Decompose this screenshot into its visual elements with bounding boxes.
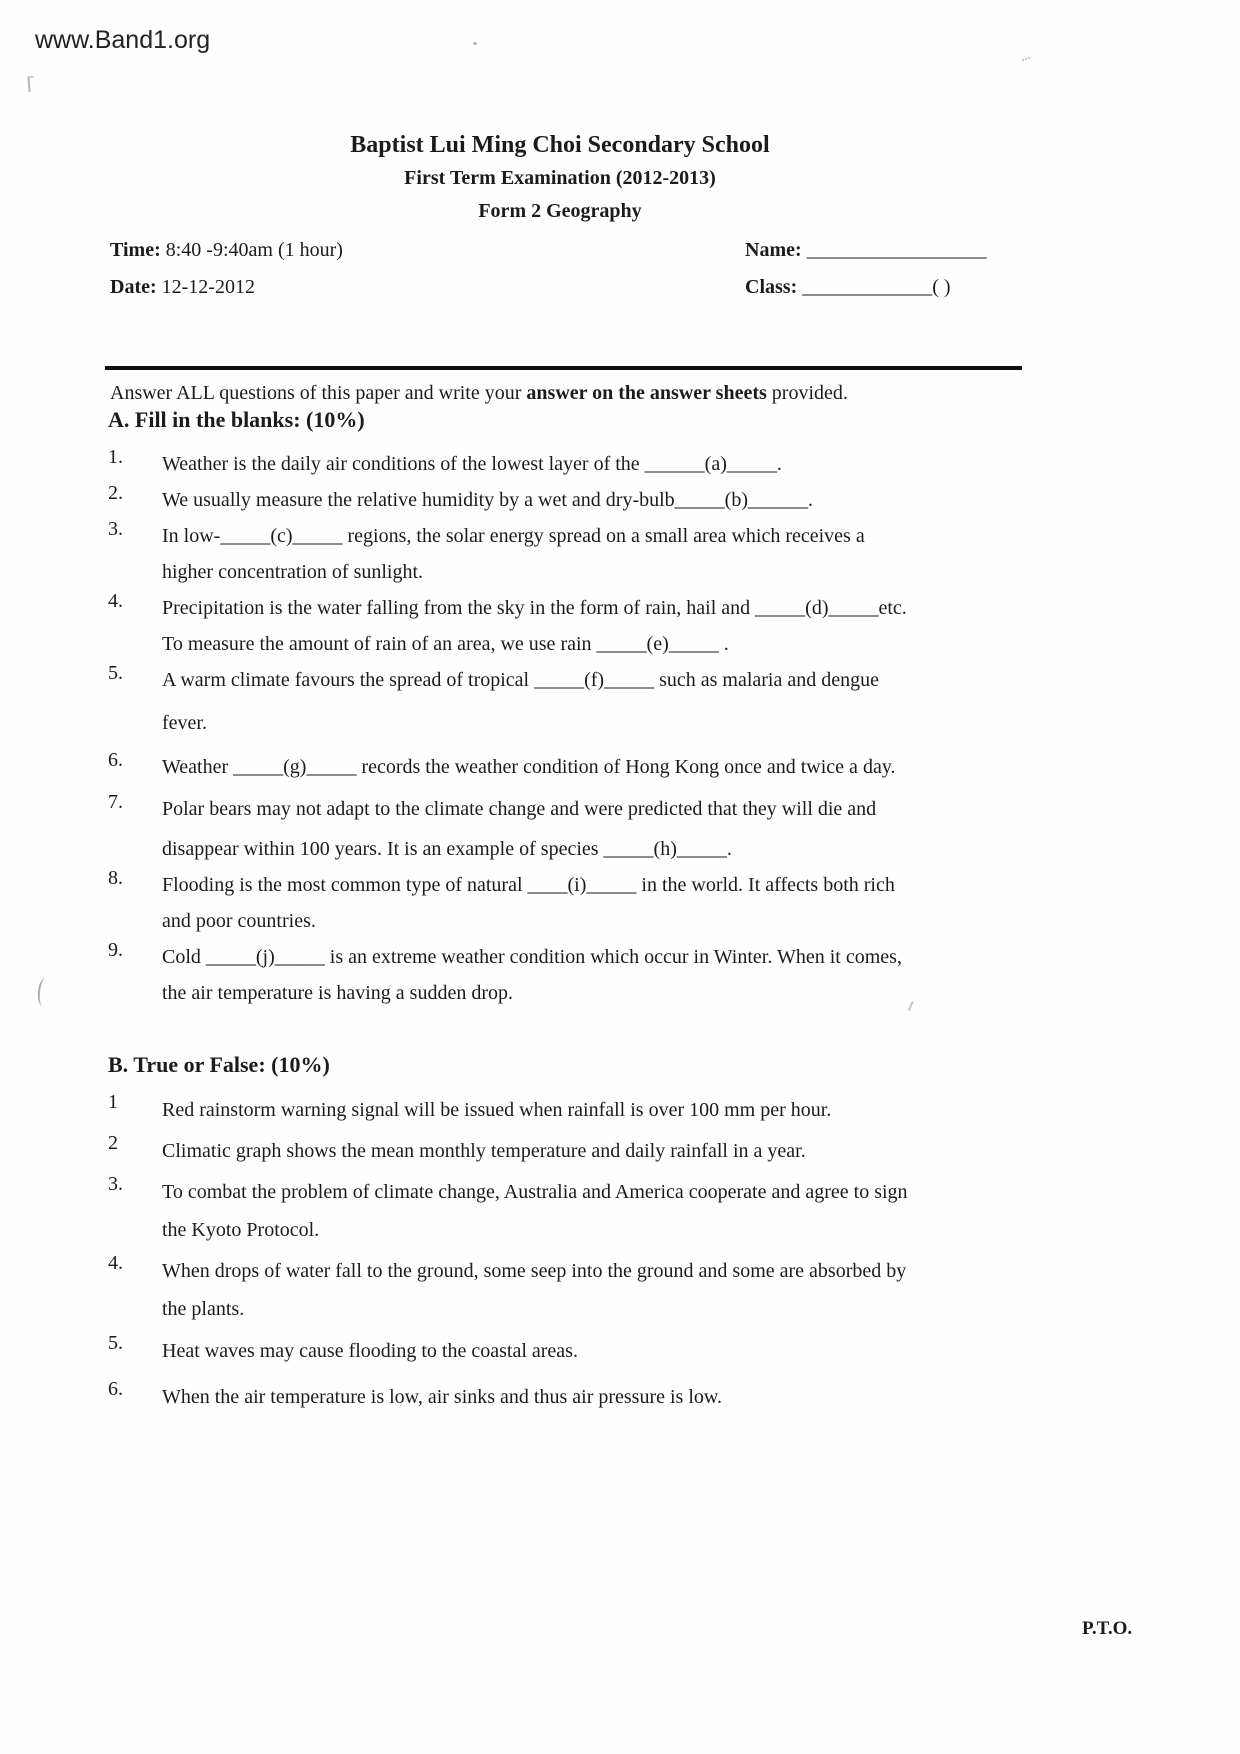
name-row [745, 232, 987, 269]
instruction-post: provided. [766, 382, 848, 404]
school-name: Baptist Lui Ming Choi Secondary School [350, 132, 770, 158]
question-line: Weather is the daily air conditions of the lowest layer of the ______(a)_____. [162, 453, 782, 475]
question-a9 [108, 939, 1190, 1011]
scan-artifact [27, 76, 34, 92]
question-number: 2. [108, 482, 123, 504]
section-a-questions [108, 446, 1190, 1011]
instruction-pre: Answer ALL questions of this paper and write your [110, 382, 527, 404]
section-b-true-false [108, 1049, 1190, 1419]
question-a8 [108, 867, 1190, 939]
time-value: 8:40 -9:40am (1 hour) [160, 239, 343, 261]
question-a1 [108, 446, 1190, 482]
question-number: 2 [108, 1132, 118, 1154]
time-row [110, 232, 343, 269]
class-row [745, 269, 987, 306]
question-line: the air temperature is having a sudden drop. [162, 982, 513, 1004]
question-a7 [108, 791, 1190, 867]
question-line: Flooding is the most common type of natural ____(i)_____ in the world. It affects both rich [162, 874, 895, 896]
question-line: the plants. [162, 1298, 245, 1320]
question-number: 5. [108, 662, 123, 684]
question-number: 6. [108, 749, 123, 771]
section-b-heading: B. True or False: (10%) [108, 1052, 330, 1077]
question-b3 [108, 1173, 1190, 1249]
time-label: Time: [110, 239, 161, 261]
class-number-parens: ( ) [932, 276, 951, 298]
question-number: 5. [108, 1332, 123, 1354]
exam-header [0, 128, 1120, 228]
scan-artifact [1022, 57, 1030, 61]
question-line: Red rainstorm warning signal will be issued when rainfall is over 100 mm per hour. [162, 1099, 832, 1121]
question-line: Cold _____(j)_____ is an extreme weather condition which occur in Winter. When it comes, [162, 946, 902, 968]
question-line: and poor countries. [162, 910, 316, 932]
question-number: 1. [108, 446, 123, 468]
question-number: 1 [108, 1091, 118, 1113]
question-b4 [108, 1252, 1190, 1328]
question-number: 4. [108, 1252, 123, 1274]
class-label: Class: [745, 276, 798, 298]
question-line: Heat waves may cause flooding to the coastal areas. [162, 1340, 578, 1362]
instruction-bold: answer on the answer sheets [526, 382, 767, 404]
question-line: Precipitation is the water falling from the sky in the form of rain, hail and _____(d)_____etc. [162, 597, 907, 619]
question-line: fever. [162, 712, 207, 734]
question-line: higher concentration of sunlight. [162, 561, 424, 583]
question-number: 8. [108, 867, 123, 889]
section-a-fill-blanks [108, 404, 1190, 1011]
general-instruction [110, 382, 848, 405]
question-line: the Kyoto Protocol. [162, 1219, 320, 1241]
question-b1 [108, 1091, 1190, 1129]
question-line: disappear within 100 years. It is an example of species _____(h)_____. [162, 838, 732, 860]
question-number: 3. [108, 518, 123, 540]
question-number: 9. [108, 939, 123, 961]
question-line: In low-_____(c)_____ regions, the solar energy spread on a small area which receives a [162, 525, 865, 547]
date-value: 12-12-2012 [156, 276, 255, 298]
question-number: 3. [108, 1173, 123, 1195]
question-line: Climatic graph shows the mean monthly temperature and daily rainfall in a year. [162, 1140, 806, 1162]
section-b-questions [108, 1091, 1190, 1416]
section-a-heading: A. Fill in the blanks: (10%) [108, 407, 365, 432]
page-turn-over-note: P.T.O. [1082, 1618, 1133, 1639]
date-label: Date: [110, 276, 157, 298]
question-line: Weather _____(g)_____ records the weather condition of Hong Kong once and twice a day. [162, 756, 896, 778]
scan-artifact [473, 42, 477, 45]
question-line: To measure the amount of rain of an area, we use rain _____(e)_____ . [162, 633, 729, 655]
name-blank-line: __________________ [801, 239, 987, 261]
name-class-block [745, 232, 987, 306]
exam-title: First Term Examination (2012-2013) [404, 167, 716, 189]
question-line: A warm climate favours the spread of tropical _____(f)_____ such as malaria and dengue [162, 669, 879, 691]
header-divider-rule [105, 366, 1022, 370]
question-number: 4. [108, 590, 123, 612]
question-line: We usually measure the relative humidity by a wet and dry-bulb_____(b)______. [162, 489, 814, 511]
name-label: Name: [745, 239, 802, 261]
question-a4 [108, 590, 1190, 662]
watermark-url: www.Band1.org [35, 26, 211, 54]
class-blank-line: _____________ [797, 276, 933, 298]
time-date-block [110, 232, 343, 306]
question-a5 [108, 662, 1190, 741]
subject-title: Form 2 Geography [478, 200, 642, 222]
question-number: 7. [108, 791, 123, 813]
date-row [110, 269, 343, 306]
question-line: When drops of water fall to the ground, some seep into the ground and some are absorbed by [162, 1260, 907, 1282]
question-number: 6. [108, 1378, 123, 1400]
question-b2 [108, 1132, 1190, 1170]
question-a6 [108, 749, 1190, 785]
scan-artifact [37, 977, 52, 1006]
question-a2 [108, 482, 1190, 518]
question-line: When the air temperature is low, air sinks and thus air pressure is low. [162, 1386, 723, 1408]
question-line: Polar bears may not adapt to the climate change and were predicted that they will die and [162, 798, 877, 820]
question-a3 [108, 518, 1190, 590]
question-b6 [108, 1378, 1190, 1416]
question-b5 [108, 1332, 1190, 1370]
question-line: To combat the problem of climate change, Australia and America cooperate and agree to sign [162, 1181, 908, 1203]
